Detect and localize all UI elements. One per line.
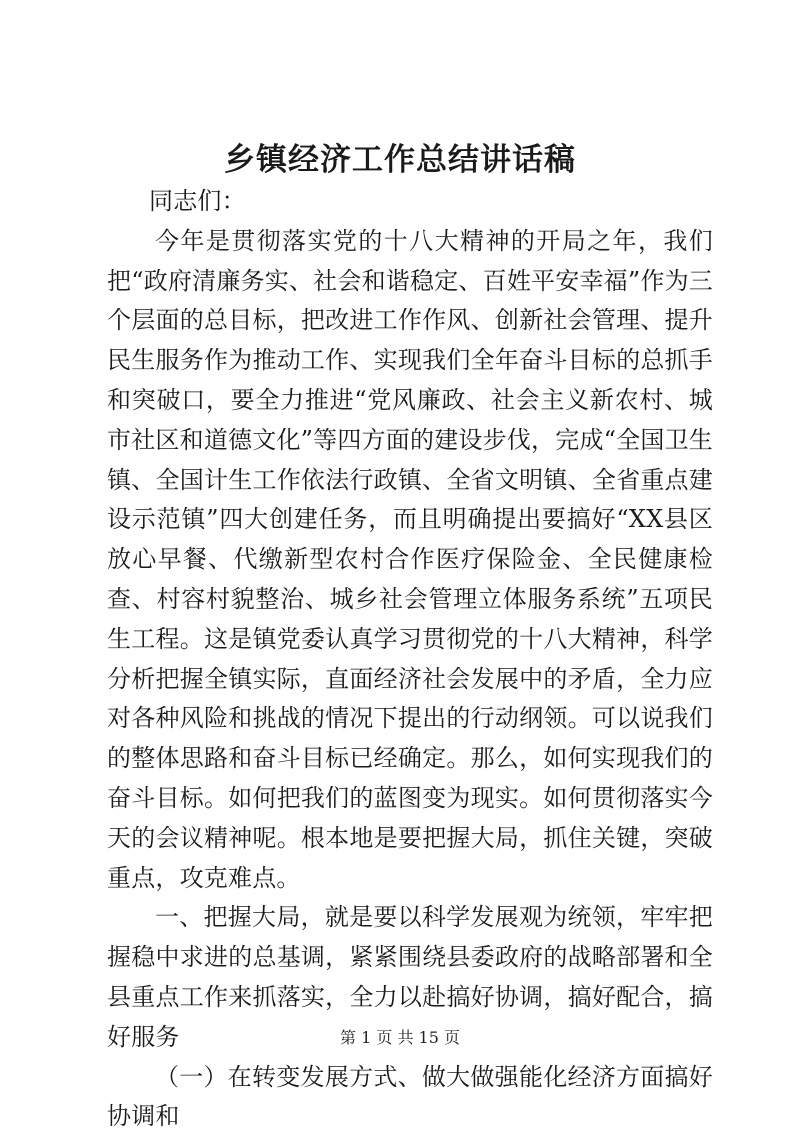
document-title: 乡镇经济工作总结讲话稿 — [224, 142, 576, 178]
body-paragraph-1: 今年是贯彻落实党的十八大精神的开局之年，我们把“政府清廉务实、社会和谐稳定、百姓平安幸福”作为三个层面的总目标，把改进工作作风、创新社会管理、提升民生服务作为推动工作、实现我们全年奋斗目标的总抓手和突破口，要全力推进“党风廉政、社会主义新农村、城市社区和道德文化”等四方面的建设步伐，完成“全国卫生镇、全国计生工作依法行政镇、全省文明镇、全省重点建设示范镇”四大创建任务，而且明确提出要搞好“XX县区放心早餐、代缴新型农村合作医疗保险金、全民健康检查、村容村貌整治、城乡社会管理立体服务系统”五项民生工程。这是镇党委认真学习贯彻党的十八大精神，科学分析把握全镇实际，直面经济社会发展中的矛盾，全力应对各种风险和挑战的情况下提出的行动纲领。可以说我们的整体思路和奋斗目标已经确定。那么，如何实现我们的奋斗目标。如何把我们的蓝图变为现实。如何贯彻落实今天的会议精神呢。根本地是要把握大局，抓住关键，突破重点，攻克难点。 — [107, 226, 713, 892]
greeting-paragraph: 同志们： — [149, 187, 246, 215]
document-body — [107, 182, 713, 1137]
page-number-footer: 第 1 页 共 15 页 — [340, 1028, 460, 1047]
body-paragraph-3: （一）在转变发展方式、做大做强能化经济方面搞好协调和 — [107, 1062, 713, 1131]
body-paragraph-2: 一、把握大局，就是要以科学发展观为统领，牢牢把握稳中求进的总基调，紧紧围绕县委政府的战略部署和全县重点工作来抓落实，全力以赴搞好协调，搞好配合，搞好服务 — [107, 903, 713, 1051]
